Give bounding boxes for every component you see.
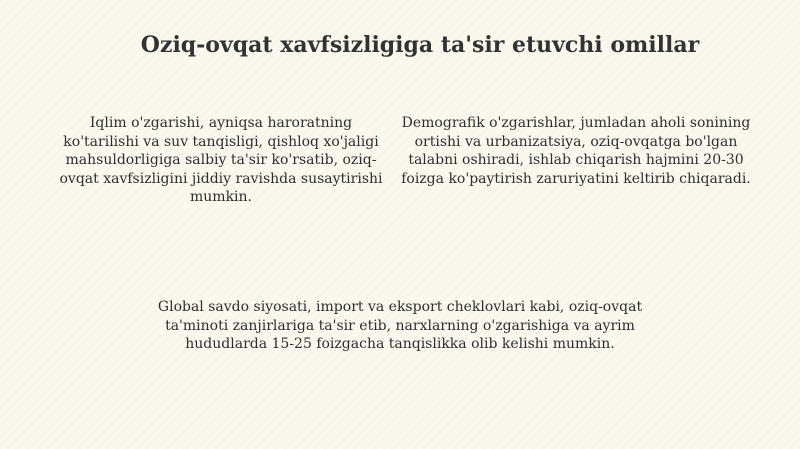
trade-factor-text: Global savdo siyosati, import va eksport cheklovlari kabi, oziq-ovqat ta'minoti zanjirlariga ta'sir etib, narxlarning o'zgarishiga va ayrim hududlarda 15-25 foizgacha tanqislikka olib kelishi mumkin. (157, 299, 643, 352)
climate-factor-text: Iqlim o'zgarishi, ayniqsa haroratning ko'tarilishi va suv tanqisligi, qishloq xo'jaligi mahsuldorligiga salbiy ta'sir ko'rsatib, oziq-ovqat xavfsizligini jiddiy ravishda susaytirishi mumkin. (59, 115, 383, 205)
demography-factor-text: Demografik o'zgarishlar, jumladan aholi sonining ortishi va urbanizatsiya, oziq-ovqatga bo'lgan talabni oshiradi, ishlab chiqarish hajmini 20-30 foizga ko'paytirish zaruriyatini keltirib chiqaradi. (401, 115, 751, 187)
slide-title: Oziq-ovqat xavfsizligiga ta'sir etuvchi omillar (140, 32, 700, 58)
